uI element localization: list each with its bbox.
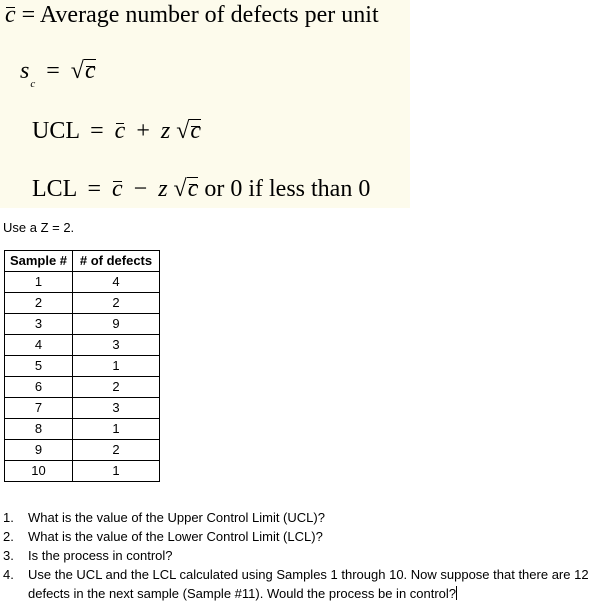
question-text: Use the UCL and the LCL calculated using Samples 1 through 10. Now suppose that there are 12 defects in the next sample (Sample #11). Would the process be in control? [28,567,589,601]
table-row [5,314,160,335]
sqrt-c-bar [176,117,201,145]
c-bar-symbol: c [190,118,202,144]
defects-cell: 1 [73,461,160,482]
defects-table [4,250,160,482]
c-bar-symbol: c [5,2,16,28]
c-bar-definition-text: = Average number of defects per unit [21,2,379,28]
question-number: 4. [3,567,14,582]
c-bar-symbol: c [84,58,96,84]
c-bar-symbol: c [114,118,126,144]
question-item [3,527,603,546]
equals-sign: = [90,118,104,144]
z-symbol: z [160,118,171,144]
defects-cell: 3 [73,398,160,419]
lcl-label: LCL [32,176,77,202]
sample-cell: 2 [5,293,73,314]
question-text: What is the value of the Upper Control Limit (UCL)? [28,510,325,525]
defects-cell: 1 [73,356,160,377]
table-row [5,356,160,377]
defects-cell: 2 [73,440,160,461]
sqrt-icon: √ [70,58,84,84]
table-row [5,461,160,482]
question-number: 1. [3,510,14,525]
sample-cell: 8 [5,419,73,440]
instruction-text: Use a Z = 2. [3,220,75,235]
sqrt-icon: √ [173,176,187,202]
questions-list [3,508,603,603]
lcl-tail-text: or 0 if less than 0 [204,176,371,202]
defects-cell: 2 [73,377,160,398]
question-item [3,565,603,603]
c-bar-symbol: c [187,176,199,202]
sqrt-c-bar [71,57,96,85]
formula-lcl [32,175,370,203]
sample-cell: 9 [5,440,73,461]
header-defects: # of defects [73,251,160,272]
equals-sign: = [46,58,60,84]
question-number: 3. [3,548,14,563]
formula-std-dev [20,57,96,98]
formula-c-bar-definition [5,1,379,29]
table-row [5,440,160,461]
sample-cell: 6 [5,377,73,398]
z-symbol: z [158,176,168,202]
s-symbol: s [20,58,30,84]
question-item [3,508,603,527]
plus-sign: + [136,118,150,144]
table-row [5,398,160,419]
equals-sign: = [87,176,101,202]
formula-panel [0,0,410,208]
table-row [5,377,160,398]
table-row [5,272,160,293]
sample-cell: 10 [5,461,73,482]
c-bar-symbol: c [111,176,123,202]
defects-cell: 2 [73,293,160,314]
sample-cell: 3 [5,314,73,335]
question-item [3,546,603,565]
formula-ucl [32,117,201,145]
table-row [5,293,160,314]
table-row [5,419,160,440]
sample-cell: 5 [5,356,73,377]
header-sample: Sample # [5,251,73,272]
s-subscript-c: c [30,78,36,90]
defects-cell: 3 [73,335,160,356]
sqrt-c-bar [174,175,199,203]
sample-cell: 4 [5,335,73,356]
question-number: 2. [3,529,14,544]
ucl-label: UCL [32,118,80,144]
defects-cell: 1 [73,419,160,440]
minus-sign: − [133,176,148,202]
sample-cell: 1 [5,272,73,293]
table-row [5,335,160,356]
defects-cell: 4 [73,272,160,293]
question-text: Is the process in control? [28,548,173,563]
question-text: What is the value of the Lower Control Limit (LCL)? [28,529,323,544]
text-cursor [456,586,457,600]
sqrt-icon: √ [176,118,190,144]
table-header-row [5,251,160,272]
sample-cell: 7 [5,398,73,419]
defects-cell: 9 [73,314,160,335]
